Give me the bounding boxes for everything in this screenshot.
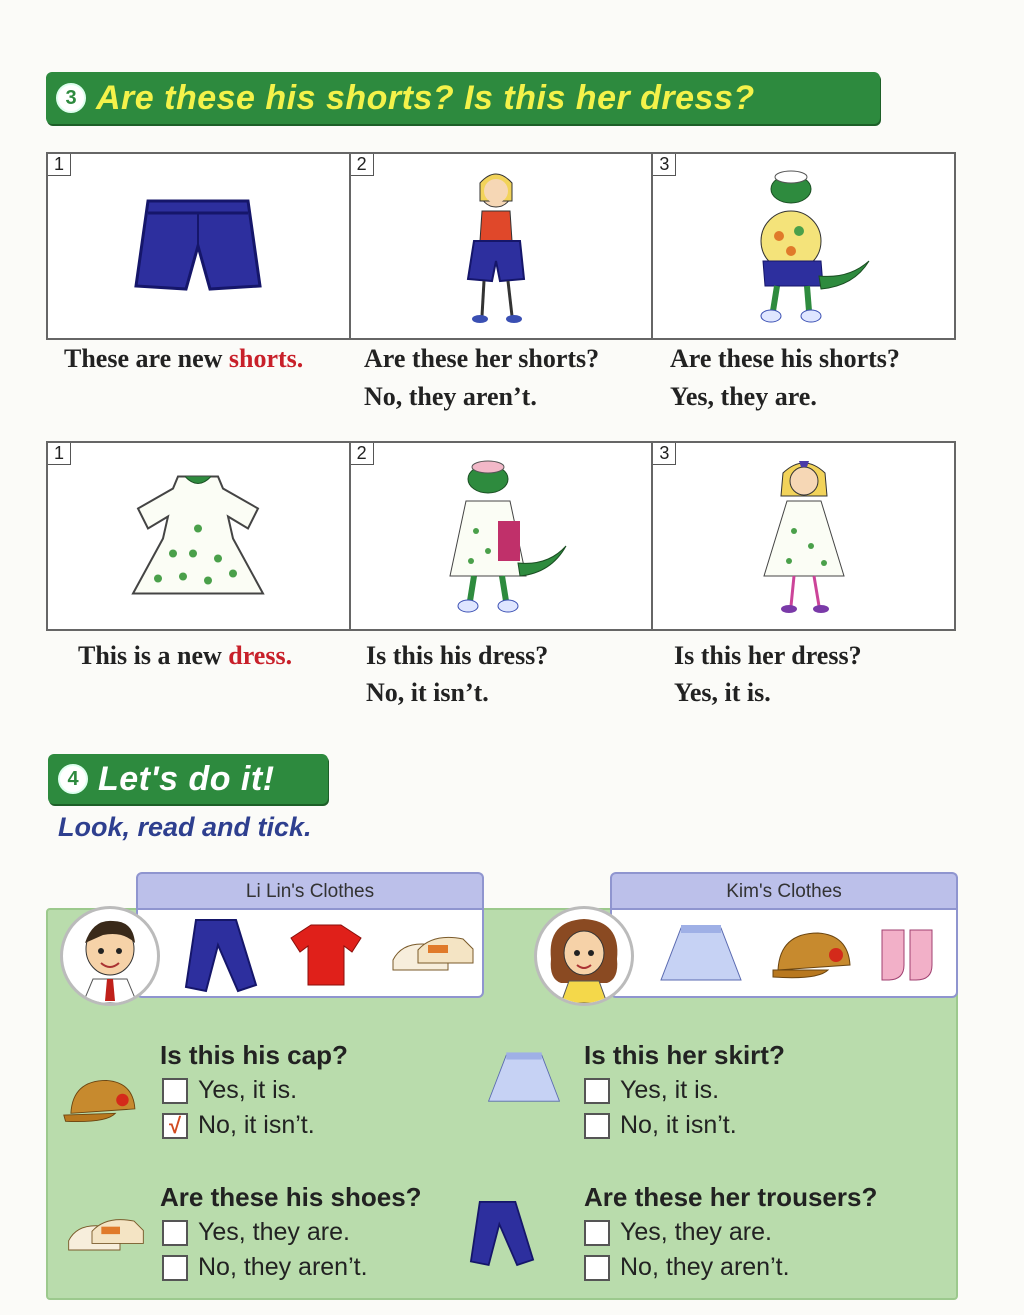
picture-cell xyxy=(653,443,954,629)
shoes-picture xyxy=(64,1208,148,1264)
li-lin-clothes-tab: Li Lin's Clothes xyxy=(136,872,484,910)
picture-cell xyxy=(351,443,654,629)
option-row xyxy=(162,1253,368,1282)
dress-picture-row xyxy=(46,441,956,631)
dinosaur-in-dress-illustration xyxy=(426,451,576,621)
caption-dress-3-question: Is this her dress? xyxy=(674,641,862,670)
socks-icon xyxy=(874,925,944,985)
caption-dress-2-answer: No, it isn’t. xyxy=(366,678,489,707)
section-number-badge: 4 xyxy=(58,764,88,794)
cell-number: 1 xyxy=(48,443,71,465)
caption-shorts-2-question: Are these her shorts? xyxy=(364,344,600,373)
tick-checkbox[interactable] xyxy=(162,1078,188,1104)
shorts-illustration xyxy=(128,191,268,301)
caption-keyword: shorts xyxy=(228,344,297,373)
caption-dress-3-answer: Yes, it is. xyxy=(674,678,771,707)
cell-number: 3 xyxy=(653,443,676,465)
tick-checkbox[interactable]: √ xyxy=(162,1113,188,1139)
caption-keyword: dress xyxy=(228,641,286,670)
picture-cell xyxy=(48,154,351,338)
caption-shorts-1 xyxy=(64,344,303,374)
dinosaur-in-shorts-illustration xyxy=(729,161,879,331)
option-row xyxy=(162,1076,297,1105)
caption-period: . xyxy=(296,344,304,373)
dress-illustration xyxy=(123,469,273,604)
picture-cell xyxy=(653,154,954,338)
cell-number: 1 xyxy=(48,154,71,176)
option-row xyxy=(584,1111,737,1140)
caption-shorts-2-answer: No, they aren’t. xyxy=(364,382,537,411)
option-row xyxy=(162,1218,350,1247)
tick-checkbox[interactable] xyxy=(584,1078,610,1104)
kim-clothes-tab: Kim's Clothes xyxy=(610,872,958,910)
tick-checkbox[interactable] xyxy=(584,1113,610,1139)
li-lin-clothes-strip xyxy=(136,908,484,998)
trousers-picture xyxy=(462,1196,542,1270)
kim-clothes-strip xyxy=(610,908,958,998)
caption-text: This is a new xyxy=(78,641,229,670)
caption-dress-2-question: Is this his dress? xyxy=(366,641,549,670)
option-label: Yes, it is. xyxy=(198,1076,298,1104)
section-3-banner xyxy=(46,72,880,124)
option-label: No, it isn’t. xyxy=(620,1111,737,1139)
picture-cell xyxy=(48,443,351,629)
instruction-text: Look, read and tick. xyxy=(58,812,312,842)
cell-number: 2 xyxy=(351,154,374,176)
option-row xyxy=(584,1218,772,1247)
tick-checkbox[interactable] xyxy=(584,1255,610,1281)
question-his-shoes: Are these his shoes? xyxy=(160,1182,422,1212)
skirt-picture xyxy=(484,1048,564,1110)
option-label: Yes, they are. xyxy=(620,1218,772,1246)
tick-checkbox[interactable] xyxy=(162,1220,188,1246)
t-shirt-icon xyxy=(286,920,366,990)
option-label: No, they aren’t. xyxy=(198,1253,368,1281)
option-label: Yes, they are. xyxy=(198,1218,350,1246)
question-his-cap: Is this his cap? xyxy=(160,1040,348,1070)
section-title: Are these his shorts? Is this her dress? xyxy=(96,78,755,117)
sneakers-icon xyxy=(388,925,478,985)
question-her-skirt: Is this her skirt? xyxy=(584,1040,785,1070)
option-row xyxy=(584,1253,790,1282)
caption-dress-1 xyxy=(78,641,292,671)
caption-shorts-3-answer: Yes, they are. xyxy=(670,382,817,411)
tick-checkbox[interactable] xyxy=(162,1255,188,1281)
cell-number: 2 xyxy=(351,443,374,465)
caption-text: These are new xyxy=(64,344,229,373)
girl-in-dress-illustration xyxy=(749,451,859,621)
option-label: No, it isn’t. xyxy=(198,1111,315,1139)
picture-cell xyxy=(351,154,654,338)
tick-checkbox[interactable] xyxy=(584,1220,610,1246)
caption-shorts-3-question: Are these his shorts? xyxy=(670,344,900,373)
kim-avatar xyxy=(534,906,634,1006)
section-number-badge: 3 xyxy=(56,83,86,113)
option-row xyxy=(584,1076,719,1105)
skirt-icon xyxy=(656,920,746,990)
girl-in-shorts-illustration xyxy=(446,161,556,331)
option-row xyxy=(162,1111,315,1140)
shorts-picture-row xyxy=(46,152,956,340)
question-her-trousers: Are these her trousers? xyxy=(584,1182,878,1212)
trousers-icon xyxy=(176,915,266,995)
cap-picture xyxy=(62,1070,142,1130)
section-title: Let's do it! xyxy=(98,759,275,798)
option-label: Yes, it is. xyxy=(620,1076,720,1104)
cell-number: 3 xyxy=(653,154,676,176)
caption-period: . xyxy=(285,641,293,670)
li-lin-avatar xyxy=(60,906,160,1006)
option-label: No, they aren’t. xyxy=(620,1253,790,1281)
section-4-banner xyxy=(48,754,328,804)
cap-icon xyxy=(768,925,858,985)
